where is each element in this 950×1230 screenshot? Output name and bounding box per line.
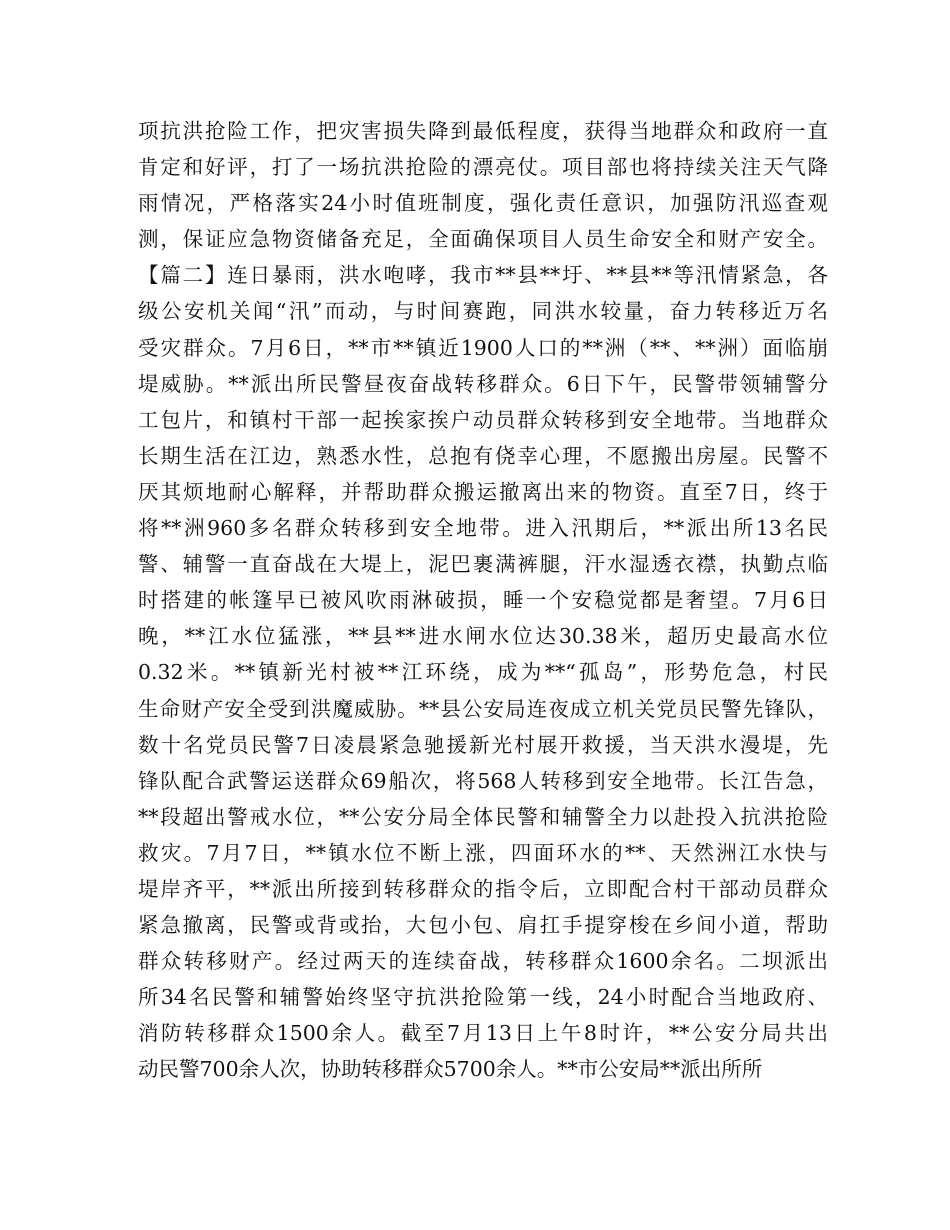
text-line-5: 【篇二】连日暴雨，洪水咆哮，我市**县**圩、**县**等汛情紧急，各 [138, 263, 828, 288]
text-line-3: 雨情况，严格落实24小时值班制度，强化责任意识，加强防汛巡查观 [138, 191, 828, 216]
text-line-17: 生命财产安全受到洪魔威胁。**县公安局连夜成立机关党员民警先锋队， [138, 696, 828, 721]
text-line-18: 数十名党员民警7日凌晨紧急驰援新光村展开救援，当天洪水漫堤，先 [138, 732, 828, 757]
text-line-6: 级公安机关闻“汛”而动，与时间赛跑，同洪水较量，奋力转移近万名 [138, 299, 828, 324]
text-line-2: 肯定和好评，打了一场抗洪抢险的漂亮仗。项目部也将持续关注天气降 [138, 155, 828, 180]
text-line-10: 长期生活在江边，熟悉水性，总抱有侥幸心理，不愿搬出房屋。民警不 [138, 443, 828, 468]
text-line-20: **段超出警戒水位，**公安分局全体民警和辅警全力以赴投入抗洪抢险 [138, 804, 828, 829]
text-line-21: 救灾。7月7日，**镇水位不断上涨，四面环水的**、天然洲江水快与 [138, 840, 828, 865]
text-line-4: 测，保证应急物资储备充足，全面确保项目人员生命安全和财产安全。 [138, 227, 828, 252]
text-line-13: 警、辅警一直奋战在大堤上，泥巴裹满裤腿，汗水湿透衣襟，执勤点临 [138, 552, 828, 577]
text-line-1: 项抗洪抢险工作，把灾害损失降到最低程度，获得当地群众和政府一直 [138, 119, 828, 143]
text-line-7: 受灾群众。7月6日，**市**镇近1900人口的**洲（**、**洲）面临崩 [138, 335, 828, 360]
text-line-16: 0.32米。**镇新光村被**江环绕，成为**“孤岛”，形势危急，村民 [138, 660, 828, 685]
text-line-11: 厌其烦地耐心解释，并帮助群众搬运撤离出来的物资。直至7日，终于 [138, 479, 828, 504]
text-line-8: 堤威胁。**派出所民警昼夜奋战转移群众。6日下午，民警带领辅警分 [138, 371, 828, 396]
text-line-23: 紧急撤离，民警或背或抬，大包小包、肩扛手提穿梭在乡间小道，帮助 [138, 913, 828, 938]
document-body [138, 113, 828, 1088]
text-line-9: 工包片，和镇村干部一起挨家挨户动员群众转移到安全地带。当地群众 [138, 407, 828, 432]
text-line-25: 所34名民警和辅警始终坚守抗洪抢险第一线，24小时配合当地政府、 [138, 985, 828, 1010]
text-line-27: 动民警700余人次，协助转移群众5700余人。**市公安局**派出所所 [138, 1057, 763, 1082]
text-line-14: 时搭建的帐篷早已被风吹雨淋破损，睡一个安稳觉都是奢望。7月6日 [138, 588, 828, 613]
text-line-24: 群众转移财产。经过两天的连续奋战，转移群众1600余名。二坝派出 [138, 949, 828, 974]
text-line-22: 堤岸齐平，**派出所接到转移群众的指令后，立即配合村干部动员群众 [138, 876, 828, 901]
text-line-26: 消防转移群众1500余人。截至7月13日上午8时许，**公安分局共出 [138, 1021, 828, 1046]
text-line-15: 晚，**江水位猛涨，**县**进水闸水位达30.38米，超历史最高水位 [138, 624, 828, 649]
text-line-12: 将**洲960多名群众转移到安全地带。进入汛期后，**派出所13名民 [138, 516, 828, 541]
text-line-19: 锋队配合武警运送群众69船次，将568人转移到安全地带。长江告急， [138, 768, 828, 793]
